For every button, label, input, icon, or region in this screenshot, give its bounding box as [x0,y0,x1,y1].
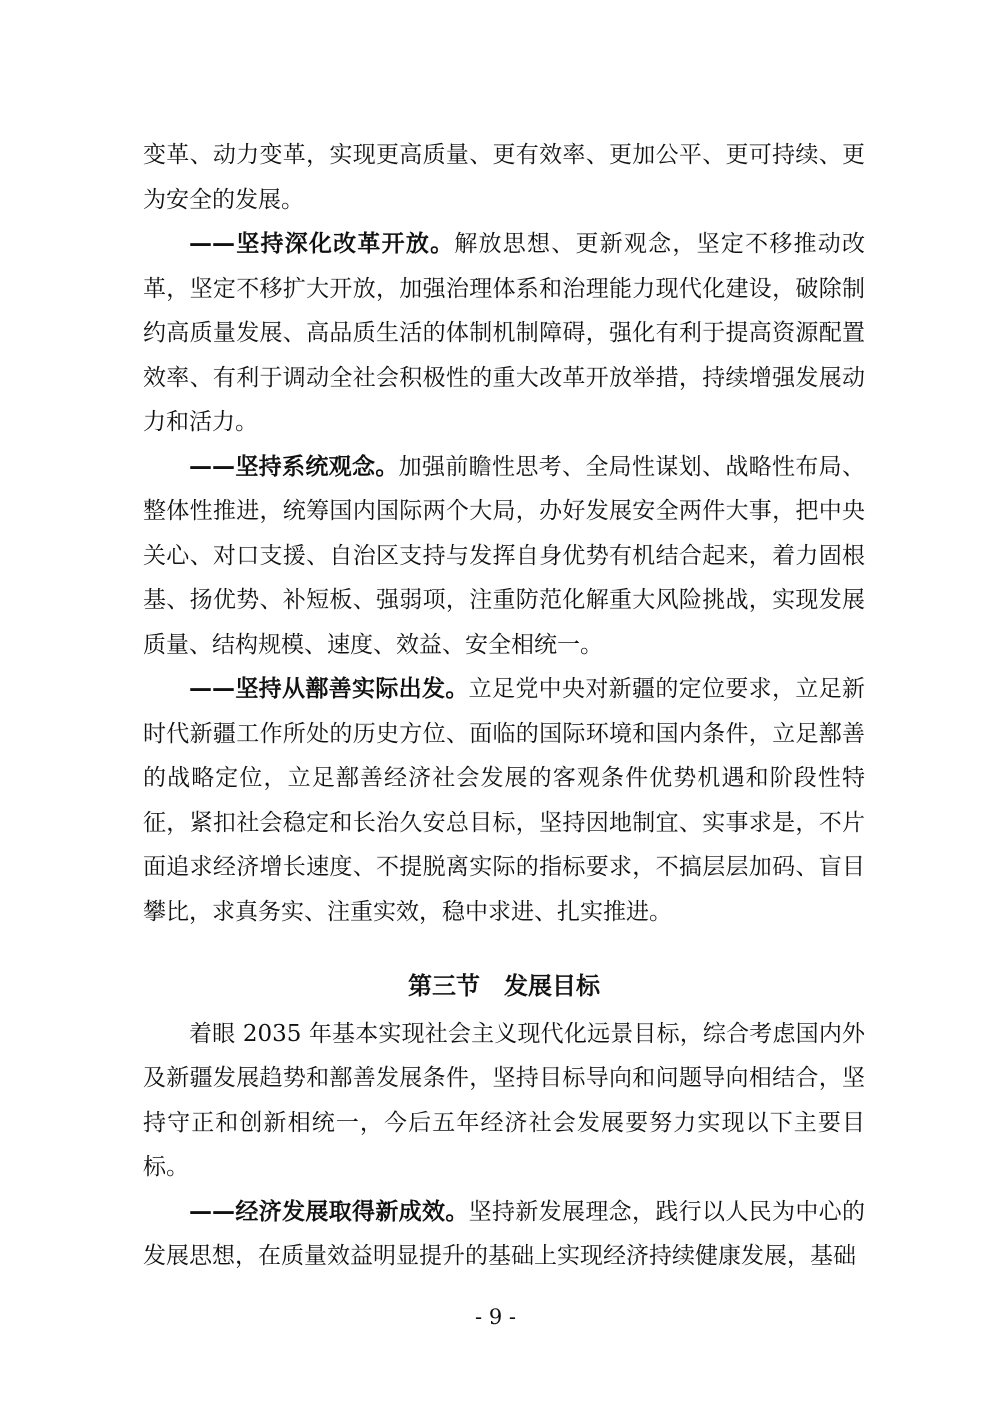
paragraph-reform-opening [143,222,865,445]
section-heading: 第三节 发展目标 [408,972,600,1000]
paragraph-goals-intro [143,1012,865,1190]
paragraph-lead: ——坚持系统观念。 [189,453,399,480]
paragraph-lead: ——坚持深化改革开放。 [189,231,455,257]
paragraph-continuation [143,133,865,222]
document-body [143,133,865,1279]
paragraph-text: 解放思想、更新观念，坚定不移推动改革，坚定不移扩大开放，加强治理体系和治理能力现代化建设，破除制约高质量发展、高品质生活的体制机制障碍，强化有利于提高资源配置效率、有利于调动全社会积极性的重大改革开放举措，持续增强发展动力和活力。 [143,231,866,435]
paragraph-text: 立足党中央对新疆的定位要求，立足新时代新疆工作所处的历史方位、面临的国际环境和国内条件，立足鄯善的战略定位，立足鄯善经济社会发展的客观条件优势机遇和阶段性特征，紧扣社会稳定和长治久安总目标，坚持因地制宜、实事求是，不片面追求经济增长速度、不提脱离实际的指标要求，不搞层层加码、盲目攀比，求真务实、注重实效，稳中求进、扎实推进。 [143,676,866,925]
paragraph-text: 变革、动力变革，实现更高质量、更有效率、更加公平、更可持续、更为安全的发展。 [143,142,865,213]
paragraph-text: 坚持新发展理念，践行以人民为中心的发展思想，在质量效益明显提升的基础上实现经济持续健康发展，基础 [143,1198,866,1269]
paragraph-economic-development [143,1190,865,1279]
paragraph-text: 着眼 2035 年基本实现社会主义现代化远景目标，综合考虑国内外及新疆发展趋势和鄯善发展条件，坚持目标导向和问题导向相结合，坚持守正和创新相统一，今后五年经济社会发展要努力实现以下主要目标。 [143,1020,865,1180]
paragraph-systems-view [143,445,865,668]
paragraph-lead: ——坚持从鄯善实际出发。 [189,676,469,702]
page-number: - 9 - [475,1305,516,1329]
paragraph-local-reality [143,667,865,934]
paragraph-lead: ——经济发展取得新成效。 [189,1198,469,1225]
paragraph-text: 加强前瞻性思考、全局性谋划、战略性布局、整体性推进，统筹国内国际两个大局，办好发展安全两件大事，把中央关心、对口支援、自治区支持与发挥自身优势有机结合起来，着力固根基、扬优势、补短板、强弱项，注重防范化解重大风险挑战，实现发展质量、结构规模、速度、效益、安全相统一。 [143,453,866,658]
